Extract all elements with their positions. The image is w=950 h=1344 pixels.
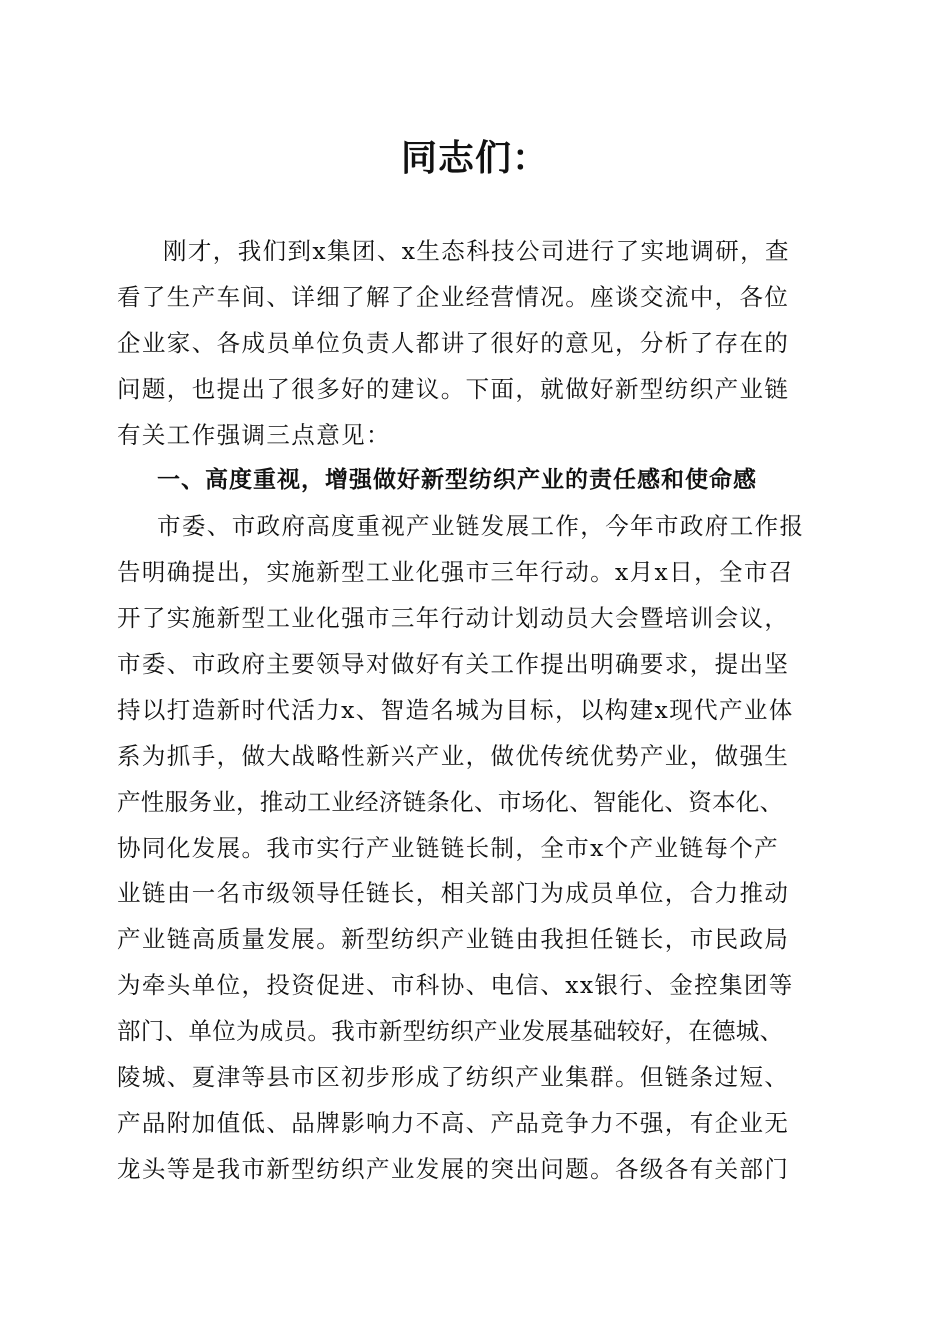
paragraph-line: 开了实施新型工业化强市三年行动计划动员大会暨培训会议，: [117, 604, 790, 633]
paragraph-line: 市委、市政府高度重视产业链发展工作，今年市政府工作报: [157, 512, 805, 541]
section-heading: 一、高度重视，增强做好新型纺织产业的责任感和使命感: [157, 467, 757, 494]
paragraph-line: 问题，也提出了很多好的建议。下面，就做好新型纺织产业链: [117, 374, 790, 403]
paragraph-line: 为牵头单位，投资促进、市科协、电信、xx银行、金控集团等: [117, 971, 794, 1000]
paragraph-line: 协同化发展。我市实行产业链链长制，全市x个产业链每个产: [117, 833, 780, 862]
paragraph-line: 刚才，我们到x集团、x生态科技公司进行了实地调研，查: [163, 237, 790, 265]
paragraph-line: 产业链高质量发展。新型纺织产业链由我担任链长，市民政局: [117, 925, 790, 954]
paragraph-line: 产性服务业，推动工业经济链条化、市场化、智能化、资本化、: [117, 787, 784, 816]
paragraph-line: 产品附加值低、品牌影响力不高、产品竞争力不强，有企业无: [117, 1108, 790, 1137]
paragraph-line: 看了生产车间、详细了解了企业经营情况。座谈交流中，各位: [117, 282, 790, 311]
paragraph-line: 业链由一名市级领导任链长，相关部门为成员单位，合力推动: [117, 879, 790, 908]
page-title: 同志们：: [400, 137, 549, 179]
paragraph-line: 市委、市政府主要领导对做好有关工作提出明确要求，提出坚: [117, 650, 790, 679]
paragraph-line: 部门、单位为成员。我市新型纺织产业发展基础较好，在德城、: [117, 1017, 784, 1046]
paragraph-line: 龙头等是我市新型纺织产业发展的突出问题。各级各有关部门: [117, 1154, 790, 1183]
paragraph-line: 告明确提出，实施新型工业化强市三年行动。x月x日，全市召: [117, 558, 794, 587]
paragraph-line: 持以打造新时代活力x、智造名城为目标，以构建x现代产业体: [117, 695, 794, 724]
paragraph-line: 系为抓手，做大战略性新兴产业，做优传统优势产业，做强生: [117, 741, 790, 770]
paragraph-line: 企业家、各成员单位负责人都讲了很好的意见，分析了存在的: [117, 328, 790, 357]
paragraph-line: 有关工作强调三点意见：: [117, 420, 391, 449]
paragraph-line: 陵城、夏津等县市区初步形成了纺织产业集群。但链条过短、: [117, 1063, 790, 1092]
document-body: [117, 229, 837, 1193]
